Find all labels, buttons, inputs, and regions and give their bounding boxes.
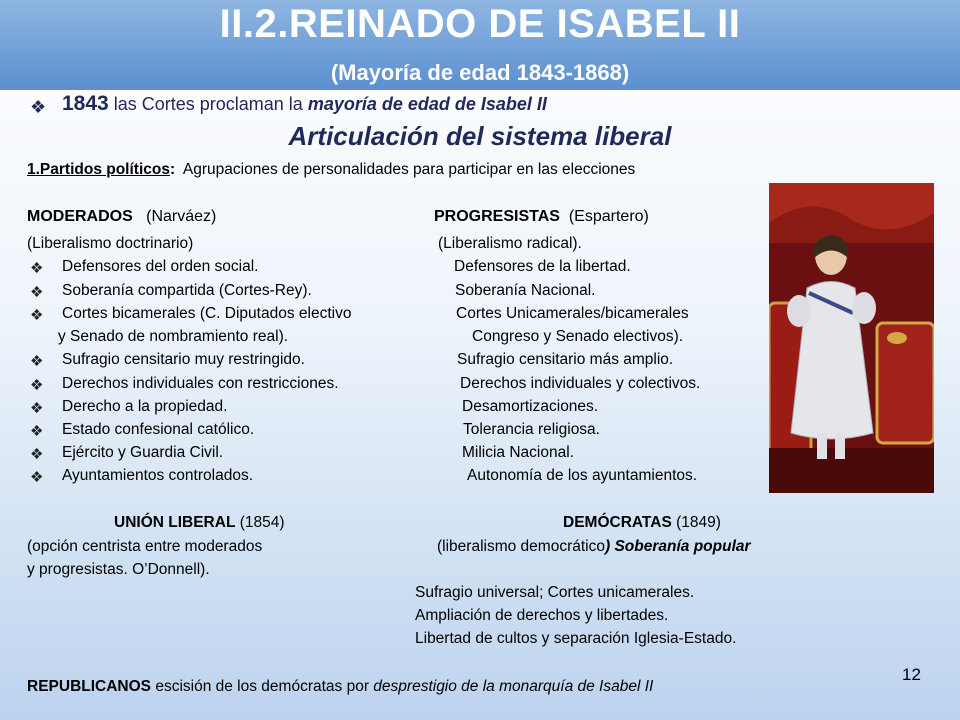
- moderados-item: Ejército y Guardia Civil.: [62, 444, 224, 461]
- democratas-item: Libertad de cultos y separación Iglesia-Estado.: [415, 630, 737, 647]
- bullet-icon: ❖: [30, 284, 44, 301]
- moderados-item-continuation: y Senado de nombramiento real).: [58, 328, 289, 345]
- intro-text: las Cortes proclaman la: [108, 94, 308, 114]
- moderados-item: Sufragio censitario muy restringido.: [62, 351, 305, 368]
- union-liberal-year: (1854): [239, 514, 285, 531]
- progresistas-item: Desamortizaciones.: [462, 398, 599, 415]
- moderados-item: Derechos individuales con restricciones.: [62, 375, 339, 392]
- parties-heading: 1.Partidos políticos: Agrupaciones de personalidades para participar en las elecciones: [27, 161, 636, 178]
- progresistas-leader: (Espartero): [568, 208, 649, 225]
- progresistas-item: Tolerancia religiosa.: [463, 421, 600, 438]
- intro-emphasis: mayoría de edad de Isabel II: [307, 94, 547, 114]
- moderados-item: Soberanía compartida (Cortes-Rey).: [62, 282, 312, 299]
- moderados-item: Estado confesional católico.: [62, 421, 255, 438]
- bullet-icon: ❖: [30, 446, 44, 463]
- republicanos-line: REPUBLICANOS escisión de los demócratas por desprestigio de la monarquía de Isabel II: [27, 678, 654, 695]
- progresistas-heading: [434, 208, 649, 226]
- intro-year: 1843: [62, 92, 109, 115]
- progresistas-item: Autonomía de los ayuntamientos.: [467, 467, 698, 484]
- bullet-icon: ❖: [30, 353, 44, 370]
- progresistas-item: Soberanía Nacional.: [455, 282, 596, 299]
- portrait-isabel-ii: [769, 183, 934, 493]
- republicanos-name: REPUBLICANOS: [27, 678, 152, 695]
- intro-line: [62, 92, 547, 116]
- progresistas-item: Milicia Nacional.: [462, 444, 574, 461]
- moderados-name: MODERADOS: [27, 208, 133, 225]
- bullet-icon: ❖: [30, 307, 44, 324]
- moderados-item: Cortes bicamerales (C. Diputados electivo: [62, 305, 352, 322]
- progresistas-item: Sufragio censitario más amplio.: [457, 351, 674, 368]
- progresistas-item-continuation: Congreso y Senado electivos).: [472, 328, 684, 345]
- slide-title: II.2.REINADO DE ISABEL II: [219, 2, 741, 46]
- progresistas-item: Derechos individuales y colectivos.: [460, 375, 701, 392]
- progresistas-item: Cortes Unicamerales/bicamerales: [456, 305, 689, 322]
- progresistas-ideology: (Liberalismo radical).: [438, 235, 582, 252]
- moderados-leader: (Narváez): [146, 208, 217, 225]
- bullet-icon: ❖: [30, 400, 44, 417]
- moderados-heading: [27, 208, 216, 226]
- democratas-name: DEMÓCRATAS: [563, 514, 672, 531]
- moderados-ideology: (Liberalismo doctrinario): [27, 235, 194, 252]
- republicanos-reason: desprestigio de la monarquía de Isabel II: [373, 678, 654, 695]
- moderados-item: Ayuntamientos controlados.: [62, 467, 253, 484]
- democratas-item: Ampliación de derechos y libertades.: [415, 607, 669, 624]
- union-liberal-desc-1: (opción centrista entre moderados: [27, 538, 263, 555]
- bullet-icon: ❖: [30, 423, 44, 440]
- democratas-sovereignty: ) Soberanía popular: [604, 538, 751, 555]
- progresistas-name: PROGRESISTAS: [434, 208, 560, 225]
- parties-heading-label: 1.Partidos políticos: [27, 161, 170, 178]
- union-liberal-heading: [114, 514, 285, 532]
- bullet-icon: ❖: [30, 377, 44, 394]
- democratas-ideology: (liberalismo democrático) Soberanía popular: [437, 538, 751, 555]
- slide-header: [0, 0, 960, 90]
- bullet-icon: ❖: [30, 469, 44, 486]
- democratas-year: (1849): [676, 514, 721, 531]
- democratas-heading: [563, 514, 721, 532]
- union-liberal-name: UNIÓN LIBERAL: [114, 514, 236, 531]
- progresistas-item: Defensores de la libertad.: [454, 258, 631, 275]
- bullet-icon: ❖: [30, 260, 44, 277]
- section-title: Articulación del sistema liberal: [288, 121, 672, 151]
- moderados-item: Defensores del orden social.: [62, 258, 259, 275]
- page-number: 12: [902, 665, 921, 684]
- parties-heading-desc: Agrupaciones de personalidades para participar en las elecciones: [182, 161, 636, 178]
- democratas-item: Sufragio universal; Cortes unicamerales.: [415, 584, 695, 601]
- intro-bullet-icon: ❖: [30, 97, 47, 117]
- slide-subtitle: (Mayoría de edad 1843-1868): [330, 60, 630, 85]
- moderados-item: Derecho a la propiedad.: [62, 398, 228, 415]
- union-liberal-desc-2: y progresistas. O’Donnell).: [27, 561, 210, 578]
